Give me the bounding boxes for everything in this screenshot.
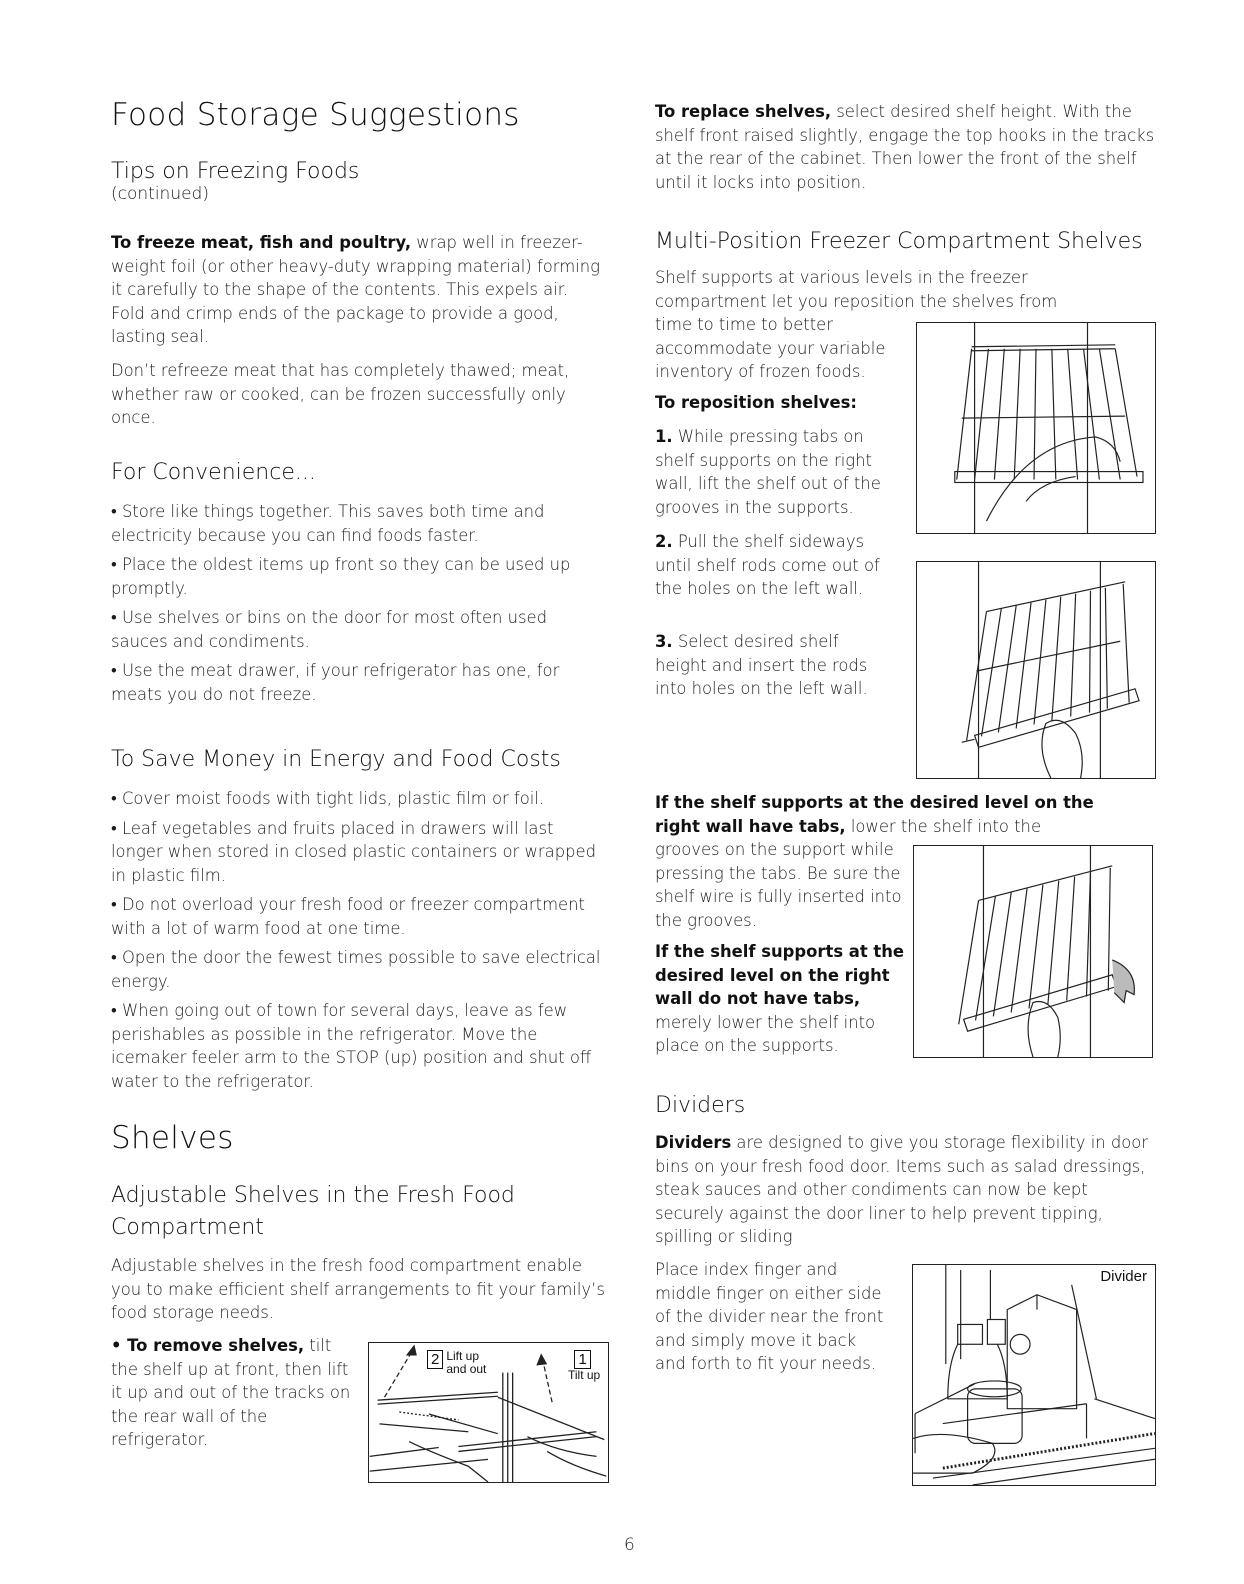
divider-callout-label: Divider [1100, 1268, 1147, 1285]
reposition-step-2 [655, 530, 890, 601]
freeze-meat-lead: To freeze meat, fish and poultry, [111, 233, 412, 252]
replace-shelves-lead: To replace shelves, [655, 102, 832, 121]
step-text: Pull the shelf sideways until shelf rods come out of the holes on the left wall. [655, 532, 880, 598]
freezing-continued-label: (continued) [111, 184, 209, 204]
dividers-text: are designed to give you storage flexibility in door bins on your fresh food door. Items such as salad dressings, steak sauces and other condiments can now be kept securely against the door liner to help prevent tipping, spilling or sliding [655, 1133, 1149, 1246]
dividers-lead: Dividers [655, 1133, 732, 1152]
page-number: 6 [624, 1535, 635, 1555]
list-item: • Use shelves or bins on the door for most often used sauces and condiments. [111, 608, 548, 651]
step2-number: 2 [427, 1350, 443, 1369]
tabs-paragraph [655, 791, 1105, 838]
step-number: 1. [655, 427, 673, 446]
no-tabs-text: merely lower the shelf into place on the supports. [655, 1012, 876, 1055]
step-text: Select desired shelf height and insert the rods into holes on the left wall. [655, 632, 868, 698]
remove-shelves-lead: • To remove shelves, [111, 1336, 305, 1355]
no-tabs-paragraph [655, 940, 905, 1058]
freezer-shelf-lift-illustration [916, 322, 1156, 534]
freeze-meat-text: wrap well in freezer-weight foil (or other heavy-duty wrapping material) forming it carefully to the shape of the contents. This expels air. Fold and crimp ends of the package to provide a good, lasting seal. [111, 233, 600, 346]
shelf-lower-drawing [914, 846, 1152, 1057]
no-tabs-lead: If the shelf supports at the desired level on the right wall do not have tabs, [655, 942, 905, 1008]
tabs-paragraph-cont: grooves on the support while pressing the tabs. Be sure the shelf wire is fully inserted into the grooves. [655, 840, 902, 930]
reposition-step-1 [655, 425, 890, 519]
save-money-heading: To Save Money in Energy and Food Costs [111, 747, 561, 772]
list-item: • Do not overload your fresh food or freezer compartment with a lot of warm food at one time. [111, 895, 585, 938]
step-number: 3. [655, 632, 673, 651]
convenience-list [111, 500, 601, 712]
step2-label-line1: Lift up [446, 1349, 480, 1363]
door-bin-drawing [913, 1265, 1155, 1485]
shelves-title: Shelves [111, 1120, 234, 1156]
list-item: • When going out of town for several days, leave as few perishables as possible in the refrigerator. Move the icemaker feeler arm to the STOP (up) position and shut off water to the refrigerator. [111, 1001, 592, 1091]
list-item: • Open the door the fewest times possible to save electrical energy. [111, 948, 601, 991]
page-title: Food Storage Suggestions [111, 97, 520, 133]
reposition-heading [655, 391, 857, 415]
adjustable-shelves-heading: Adjustable Shelves in the Fresh Food Compartment [111, 1183, 515, 1240]
remove-shelves-paragraph [111, 1334, 361, 1452]
divider-illustration [912, 1264, 1156, 1486]
freezer-shelf-lower-illustration [913, 845, 1153, 1058]
freezer-shelf-sideways-illustration [916, 561, 1156, 779]
step2-label [427, 1350, 486, 1375]
freezing-heading: Tips on Freezing Foods [111, 159, 360, 184]
dividers-paragraph [655, 1131, 1150, 1249]
refreeze-paragraph: Don’t refreeze meat that has completely thawed; meat, whether raw or cooked, can be frozen successfully only once. [111, 361, 570, 427]
freeze-meat-paragraph [111, 231, 601, 349]
tabs-lead: If the shelf supports at the desired level on the right wall have tabs, [655, 793, 1094, 836]
freezer-shelves-heading: Multi-Position Freezer Compartment Shelves [655, 229, 1143, 254]
replace-shelves-text: select desired shelf height. With the shelf front raised slightly, engage the top hooks in the tracks at the rear of the cabinet. Then lower the front of the shelf until it locks into position. [655, 102, 1155, 192]
shelf-lift-drawing [917, 323, 1155, 533]
reposition-heading-text: To reposition shelves: [655, 393, 857, 412]
remove-shelves-illustration [368, 1342, 609, 1483]
list-item: • Store like things together. This saves both time and electricity because you can find foods faster. [111, 502, 545, 545]
dividers-instructions: Place index finger and middle finger on either side of the divider near the front and simply move it back and forth to fit your needs. [655, 1260, 884, 1373]
save-money-list [111, 787, 601, 1099]
convenience-heading: For Convenience... [111, 460, 316, 485]
step1-number: 1 [574, 1350, 590, 1369]
step2-label-line2: and out [446, 1361, 487, 1376]
remove-shelves-text: tilt the shelf up at front, then lift it up and out of the tracks on the rear wall of the refrigerator. [111, 1336, 351, 1449]
replace-shelves-paragraph [655, 100, 1160, 194]
list-item: • Use the meat drawer, if your refrigerator has one, for meats you do not freeze. [111, 661, 560, 704]
step-number: 2. [655, 532, 673, 551]
freezer-intro-line2: time to time to better accommodate your variable inventory of frozen foods. [655, 315, 886, 381]
list-item: • Place the oldest items up front so they can be used up promptly. [111, 555, 571, 598]
shelf-sideways-drawing [917, 562, 1155, 778]
step1-label [568, 1350, 600, 1382]
dividers-heading: Dividers [655, 1093, 746, 1118]
list-item: • Cover moist foods with tight lids, plastic film or foil. [111, 789, 545, 808]
step1-label-text: Tilt up [568, 1368, 601, 1382]
list-item: • Leaf vegetables and fruits placed in drawers will last longer when stored in closed plastic containers or wrapped in plastic film. [111, 818, 596, 885]
reposition-step-3 [655, 630, 890, 701]
adjustable-shelves-paragraph: Adjustable shelves in the fresh food compartment enable you to make efficient shelf arrangements to fit your family’s food storage needs. [111, 1256, 605, 1322]
freezer-intro-line1: Shelf supports at various levels in the freezer compartment let you reposition the shelves from [655, 268, 1058, 311]
step-text: While pressing tabs on shelf supports on the right wall, lift the shelf out of the grooves in the supports. [655, 427, 881, 517]
tabs-text-1: lower the shelf into the [845, 816, 1042, 836]
